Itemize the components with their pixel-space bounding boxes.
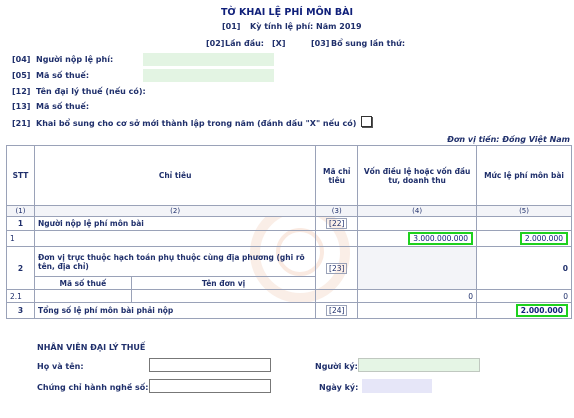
period-label: Kỳ tính lệ phí: Năm 2019	[250, 22, 362, 31]
field-04-code: [04]	[12, 55, 31, 64]
sign-date-label: Ngày ký:	[319, 383, 359, 392]
capital-amount-input[interactable]: 3.000.000.000	[408, 232, 473, 245]
payer-name-input[interactable]	[143, 53, 274, 66]
subheader-tax-code: Mã số thuế	[34, 277, 131, 290]
field-21-code: [21]	[12, 119, 31, 128]
row2-fee: 0	[477, 247, 572, 290]
row21-stt: 2.1	[7, 290, 35, 303]
row3-code: [24]	[326, 305, 347, 316]
header-fee: Mức lệ phí môn bài	[477, 146, 572, 206]
currency-unit: Đơn vị tiền: Đồng Việt Nam	[447, 135, 570, 144]
first-code: [02]	[206, 39, 225, 48]
header-capital: Vốn điều lệ hoặc vốn đầu tư, doanh thu	[358, 146, 477, 206]
field-05-label: Mã số thuế:	[36, 71, 90, 80]
row1-detail-stt: 1	[7, 231, 35, 247]
cert-number-input[interactable]	[149, 379, 271, 393]
agent-name-label: Họ và tên:	[37, 362, 84, 371]
row3-stt: 3	[7, 303, 35, 319]
supplement-code: [03]	[311, 39, 330, 48]
fee-table	[6, 145, 572, 319]
fee-amount-input[interactable]: 2.000.000	[520, 232, 568, 245]
sign-date-input[interactable]	[362, 379, 432, 393]
row2-code: [23]	[326, 263, 347, 274]
signer-input[interactable]	[358, 358, 480, 372]
cert-label: Chứng chỉ hành nghề số:	[37, 383, 149, 392]
row1-label: Người nộp lệ phí môn bài	[34, 217, 315, 231]
field-12-code: [12]	[12, 87, 31, 96]
header-indicator: Chỉ tiêu	[34, 146, 315, 206]
row21-capital: 0	[358, 290, 477, 303]
payer-tax-code-input[interactable]	[143, 69, 274, 82]
field-05-code: [05]	[12, 71, 31, 80]
index-4: (4)	[358, 206, 477, 217]
field-04-label: Người nộp lệ phí:	[36, 55, 114, 64]
first-label: Lần đầu:	[225, 39, 264, 48]
index-5: (5)	[477, 206, 572, 217]
index-1: (1)	[7, 206, 35, 217]
row1-code: [22]	[326, 218, 347, 229]
row3-label: Tổng số lệ phí môn bài phải nộp	[34, 303, 315, 319]
subheader-unit-name: Tên đơn vị	[131, 277, 316, 290]
row1-stt: 1	[7, 217, 35, 231]
field-13-code: [13]	[12, 102, 31, 111]
signer-label: Người ký:	[315, 362, 358, 371]
index-2: (2)	[34, 206, 315, 217]
row2-stt: 2	[7, 247, 35, 290]
agent-name-input[interactable]	[149, 358, 271, 372]
row2-label: Đơn vị trực thuộc hạch toán phụ thuộc cùng địa phương (ghi rõ tên, địa chỉ)	[34, 247, 315, 277]
header-stt: STT	[7, 146, 35, 206]
field-13-label: Mã số thuế:	[36, 102, 90, 111]
first-value[interactable]: [X]	[272, 39, 286, 48]
row21-tax-code-input[interactable]	[34, 290, 131, 303]
agent-heading: NHÂN VIÊN ĐẠI LÝ THUẾ	[37, 343, 146, 352]
form-title: TỜ KHAI LỆ PHÍ MÔN BÀI	[220, 7, 354, 18]
index-3: (3)	[316, 206, 358, 217]
supplement-label: Bổ sung lần thứ:	[331, 39, 406, 48]
field-21-label: Khai bổ sung cho cơ sở mới thành lập trong năm (đánh dấu "X" nếu có)	[36, 119, 357, 128]
period-code: [01]	[222, 22, 241, 31]
header-code: Mã chỉ tiêu	[316, 146, 358, 206]
row21-fee: 0	[477, 290, 572, 303]
total-fee-value: 2.000.000	[516, 304, 568, 317]
new-branch-checkbox[interactable]	[361, 116, 372, 127]
row21-unit-name-input[interactable]	[131, 290, 316, 303]
field-12-label: Tên đại lý thuế (nếu có):	[36, 87, 146, 96]
